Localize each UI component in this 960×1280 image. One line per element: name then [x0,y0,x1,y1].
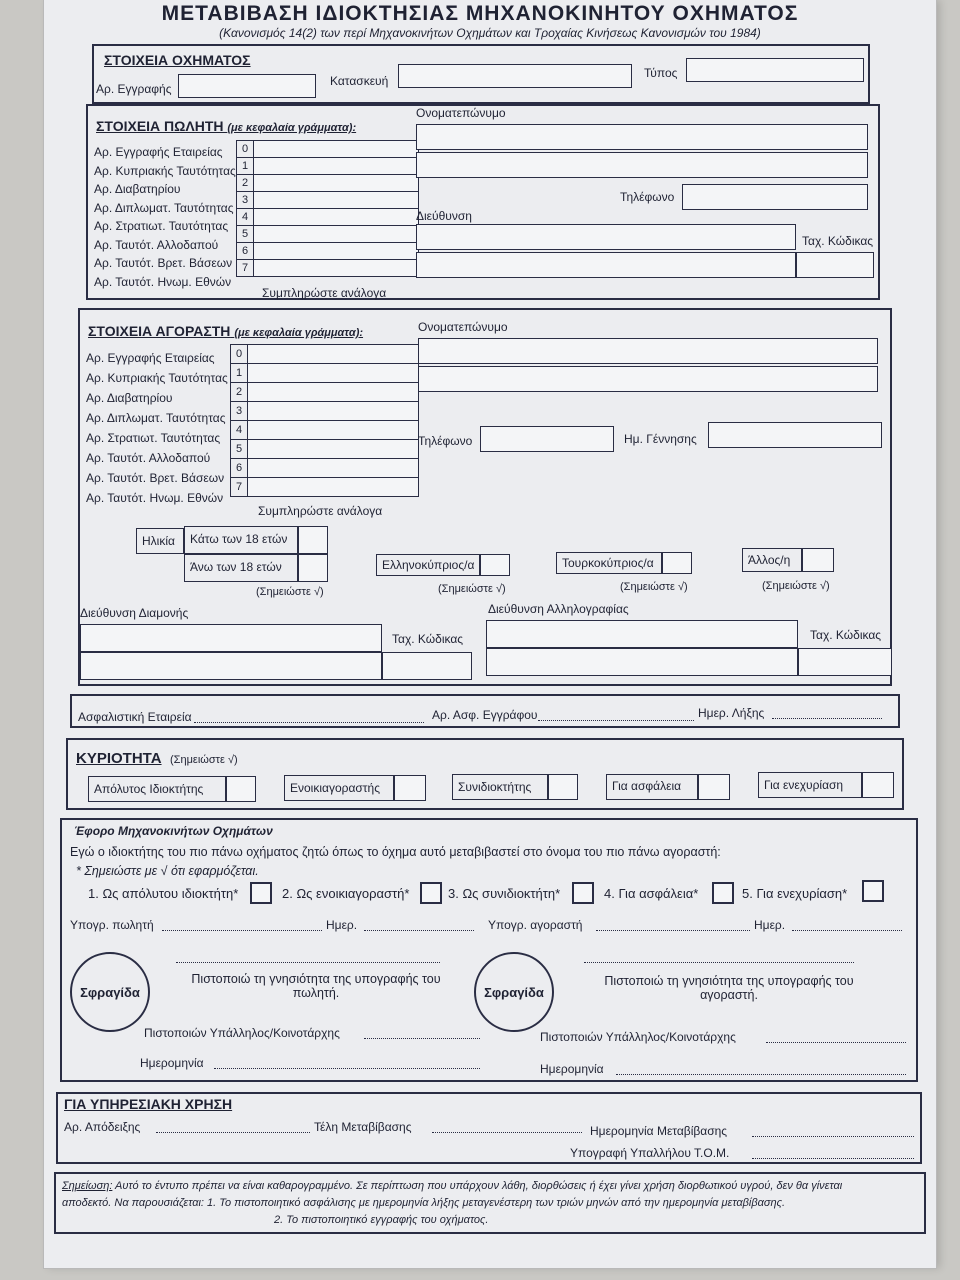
greek-cypriot-label: Ελληνοκύπριος/α [382,558,475,572]
seller-id-input[interactable] [254,243,419,260]
vehicle-heading: ΣΤΟΙΧΕΙΑ ΟΧΗΜΑΤΟΣ [104,52,251,68]
owner-pledge-label: Για ενεχυρίαση [764,778,844,792]
owner-absolute-label: Απόλυτος Ιδιοκτήτης [94,782,204,796]
age-label: Ηλικία [142,534,175,548]
officer-sign-label: Υπογραφή Υπαλλήλου Τ.Ο.Μ. [570,1146,730,1160]
buyer-certify-line[interactable] [584,962,854,963]
buyer-heading-text: ΣΤΟΙΧΕΙΑ ΑΓΟΡΑΣΤΗ [88,323,231,339]
buyer-date-label: Ημερ. [754,918,786,932]
footnote-line-1 [62,1178,918,1195]
correspondence-postcode-input[interactable] [798,648,892,676]
form-subtitle: (Κανονισμός 14(2) των περί Μηχανοκινήτων Οχημάτων και Τροχαίας Κινήσεως Κανονισμών του 1984) [219,26,761,40]
buyer-certify-text: Πιστοποιώ τη γνησιότητα της υπογραφής του αγοραστή. [604,974,854,1002]
buyer-id-label: Αρ. Κυπριακής Ταυτότητας [86,371,228,385]
buyer-fill-note: Συμπληρώστε ανάλογα [258,504,383,518]
buyer-id-input[interactable] [248,421,419,440]
owner-co-checkbox[interactable] [548,774,578,800]
transfer-hire-checkbox[interactable] [420,882,442,904]
make-label: Κατασκευή [330,74,389,88]
other-label: Άλλος/η [748,553,791,567]
buyer-dob-input[interactable] [708,422,882,448]
correspondence-label: Διεύθυνση Αλληλογραφίας [488,602,629,616]
turkish-cypriot-checkbox[interactable] [662,552,692,574]
buyer-name-label: Ονοματεπώνυμο [418,320,508,334]
ownership-heading: ΚΥΡΙΟΤΗΤΑ [76,750,162,767]
make-input[interactable] [398,64,632,88]
transfer-date-label: Ημερομηνία Μεταβίβασης [590,1124,728,1138]
id-number: 2 [237,175,254,192]
seller-certify-text: Πιστοποιώ τη γνησιότητα της υπογραφής του πωλητή. [191,972,441,1000]
transfer-co-checkbox[interactable] [572,882,594,904]
residence-input-2[interactable] [80,652,382,680]
id-number: 5 [237,226,254,243]
seller-id-labels [94,143,236,291]
seller-heading [96,118,356,134]
seller-stamp: Σφραγίδα [70,952,150,1032]
transfer-hire-label: 2. Ως ενοικιαγοραστή* [282,886,410,901]
seller-id-label: Αρ. Εγγραφής Εταιρείας [94,145,223,159]
insurance-company-label: Ασφαλιστική Εταιρεία [78,710,192,724]
transfer-absolute-label: 1. Ως απόλυτου ιδιοκτήτη* [88,886,239,901]
buyer-id-input[interactable] [248,383,419,402]
under18-label: Κάτω των 18 ετών [190,532,288,546]
seller-id-label: Αρ. Στρατιωτ. Ταυτότητας [94,219,229,233]
id-number: 2 [231,383,248,402]
other-checkbox[interactable] [802,548,834,572]
seller-date-label: Ημερ. [326,918,358,932]
buyer-name-input-1[interactable] [418,338,878,364]
buyer-name-input-2[interactable] [418,366,878,392]
buyer-id-input[interactable] [248,402,419,421]
owner-hire-checkbox[interactable] [394,775,426,801]
turkish-cypriot-label: Τουρκοκύπριος/α [562,556,654,570]
seller-name-input-2[interactable] [416,152,868,178]
buyer-id-labels [86,348,228,508]
footnote-line-2: αποδεκτό. Να παρουσιάζεται: 1. Το πιστοποιητικό ασφάλισης με ημερομηνία λήξης μεταγενέστερη των τριών μηνών από την ημερομηνία μεταβίβασης. [62,1197,786,1209]
seller-certifier-label: Πιστοποιών Υπάλληλος/Κοινοτάρχης [144,1026,340,1040]
owner-pledge-checkbox[interactable] [862,772,894,798]
seller-name-input-1[interactable] [416,124,868,150]
seller-id-input[interactable] [254,158,419,175]
buyer-phone-input[interactable] [480,426,614,452]
seller-id-grid [236,140,419,277]
transfer-pledge-checkbox[interactable] [862,880,884,902]
id-number: 6 [231,459,248,478]
owner-security-checkbox[interactable] [698,774,730,800]
seller-heading-text: ΣΤΟΙΧΕΙΑ ΠΩΛΗΤΗ [96,118,224,134]
buyer-dob-label: Ημ. Γέννησης [624,432,697,446]
officer-sign-line[interactable] [752,1158,914,1159]
seller-id-input[interactable] [254,209,419,226]
greek-cypriot-checkbox[interactable] [480,554,510,576]
seller-name-label: Ονοματεπώνυμο [416,106,506,120]
seller-address-input-1[interactable] [416,224,796,250]
residence-input-1[interactable] [80,624,382,652]
buyer-certifier-label: Πιστοποιών Υπάλληλος/Κοινοτάρχης [540,1030,736,1044]
buyer-id-label: Αρ. Στρατιωτ. Ταυτότητας [86,431,221,445]
seller-id-label: Αρ. Διαβατηρίου [94,182,181,196]
id-number: 1 [231,364,248,383]
fees-label: Τέλη Μεταβίβασης [314,1120,412,1134]
insurance-doc-label: Αρ. Ασφ. Εγγράφου [432,708,538,722]
official-heading: ΓΙΑ ΥΠΗΡΕΣΙΑΚΗ ΧΡΗΣΗ [64,1096,233,1112]
registrar-request: Εγώ ο ιδιοκτήτης του πιο πάνω οχήματος ζητώ όπως το όχημα αυτό μεταβιβαστεί στο όνομα του πιο πάνω αγοραστή: [70,845,721,859]
seller-certifier-line[interactable] [364,1038,480,1039]
footnote-line-1-text: Αυτό το έντυπο πρέπει να είναι καθαρογραμμένο. Σε περίπτωση που υπάρχουν λάθη, διορθώσεις ή έχει γίνει χρήση διορθωτικού υγρού, δεν θα γίνεται [115,1180,843,1192]
insurance-company-line[interactable] [194,722,424,723]
footnote-label: Σημείωση: [62,1180,113,1192]
correspondence-postcode-label: Ταχ. Κώδικας [810,628,882,642]
buyer-phone-label: Τηλέφωνο [418,434,473,448]
age-mark-note: (Σημειώστε √) [256,586,324,598]
seller-date-line[interactable] [364,930,474,931]
id-number: 5 [231,440,248,459]
seller-id-label: Αρ. Κυπριακής Ταυτότητας [94,163,236,178]
seller-address-input-2[interactable] [416,252,796,278]
buyer-cert-date-label: Ημερομηνία [540,1062,604,1076]
insurance-expiry-label: Ημερ. Λήξης [698,706,765,720]
correspondence-input-1[interactable] [486,620,798,648]
under18-checkbox[interactable] [298,526,328,554]
id-number: 4 [231,421,248,440]
seller-cert-date-line[interactable] [214,1068,480,1069]
id-number: 7 [237,260,254,277]
receipt-label: Αρ. Απόδειξης [64,1120,141,1134]
seller-id-label: Αρ. Ταυτότ. Βρετ. Βάσεων [94,256,233,270]
buyer-heading-note: (με κεφαλαία γράμματα): [234,327,364,339]
buyer-id-label: Αρ. Εγγραφής Εταιρείας [86,351,215,365]
id-number: 0 [231,345,248,364]
residence-label: Διεύθυνση Διαμονής [80,606,189,620]
owner-absolute-checkbox[interactable] [226,776,256,802]
buyer-id-label: Αρ. Διαβατηρίου [86,391,173,405]
buyer-id-label: Αρ. Ταυτότ. Βρετ. Βάσεων [86,471,225,485]
owner-co-label: Συνιδιοκτήτης [458,780,532,794]
buyer-sign-label: Υπογρ. αγοραστή [488,918,583,932]
form-title: ΜΕΤΑΒΙΒΑΣΗ ΙΔΙΟΚΤΗΣΙΑΣ ΜΗΧΑΝΟΚΙΝΗΤΟΥ ΟΧΗΜΑΤΟΣ [161,2,799,25]
seller-phone-label: Τηλέφωνο [620,190,675,204]
buyer-cert-date-line[interactable] [616,1074,906,1075]
buyer-id-input[interactable] [248,345,419,364]
buyer-id-input[interactable] [248,440,419,459]
seller-postcode-label: Ταχ. Κώδικας [802,234,874,248]
type-label: Τύπος [644,66,678,80]
seller-fill-note: Συμπληρώστε ανάλογα [262,286,387,300]
seller-id-input[interactable] [254,141,419,158]
registrar-heading: Έφορο Μηχανοκινήτων Οχημάτων [74,824,273,838]
over18-checkbox[interactable] [298,554,328,582]
receipt-line[interactable] [156,1132,310,1133]
seller-id-input[interactable] [254,175,419,192]
seller-sign-label: Υπογρ. πωλητή [70,918,154,932]
residence-postcode-input[interactable] [382,652,472,680]
seller-cert-date-label: Ημερομηνία [140,1056,204,1070]
seller-heading-note: (με κεφαλαία γράμματα): [227,122,357,134]
insurance-expiry-line[interactable] [772,718,882,719]
owner-security-label: Για ασφάλεια [612,779,682,793]
owner-hire-label: Ενοικιαγοραστής [290,781,380,795]
other-mark-note: (Σημειώστε √) [762,580,830,592]
buyer-id-input[interactable] [248,459,419,478]
buyer-certifier-line[interactable] [766,1042,906,1043]
transfer-absolute-checkbox[interactable] [250,882,272,904]
buyer-stamp: Σφραγίδα [474,952,554,1032]
over18-label: Άνω των 18 ετών [190,560,282,574]
seller-phone-input[interactable] [682,184,868,210]
residence-postcode-label: Ταχ. Κώδικας [392,632,464,646]
seller-id-input[interactable] [254,226,419,243]
nationality-mark-note: (Σημειώστε √) [438,583,506,595]
seller-address-label: Διεύθυνση [416,209,472,223]
id-number: 0 [237,141,254,158]
id-number: 3 [237,192,254,209]
buyer-id-label: Αρ. Ταυτότ. Ηνωμ. Εθνών [86,491,224,505]
insurance-doc-line[interactable] [538,720,694,721]
registration-input[interactable] [178,74,316,98]
transfer-co-label: 3. Ως συνιδιοκτήτη* [448,886,561,901]
buyer-id-input[interactable] [248,364,419,383]
ownership-mark-note: (Σημειώστε √) [170,754,238,766]
seller-certify-line[interactable] [176,962,440,963]
registrar-mark-note: * Σημειώστε με √ ότι εφαρμόζεται. [76,864,259,878]
transfer-pledge-label: 5. Για ενεχυρίαση* [742,886,848,901]
footnote-text [62,1178,918,1229]
id-number: 6 [237,243,254,260]
correspondence-input-2[interactable] [486,648,798,676]
buyer-id-label: Αρ. Διπλωματ. Ταυτότητας [86,411,226,425]
seller-postcode-input[interactable] [796,252,874,278]
id-number: 1 [237,158,254,175]
id-number: 3 [231,402,248,421]
seller-sign-line[interactable] [162,930,322,931]
buyer-heading [88,323,363,339]
registration-label: Αρ. Εγγραφής [96,82,172,96]
footnote-line-3: 2. Το πιστοποιητικό εγγραφής του οχήματος. [274,1214,489,1226]
id-number: 7 [231,478,248,497]
buyer-id-input[interactable] [248,478,419,497]
seller-id-input[interactable] [254,192,419,209]
seller-id-label: Αρ. Διπλωματ. Ταυτότητας [94,200,234,215]
fees-line[interactable] [432,1132,582,1133]
transfer-security-label: 4. Για ασφάλεια* [604,886,699,901]
transfer-security-checkbox[interactable] [712,882,734,904]
seller-id-input[interactable] [254,260,419,277]
buyer-date-line[interactable] [792,930,902,931]
buyer-id-grid [230,344,419,497]
buyer-sign-line[interactable] [596,930,750,931]
seller-id-label: Αρ. Ταυτότ. Αλλοδαπού [94,237,219,252]
turkish-mark-note: (Σημειώστε √) [620,581,688,593]
buyer-id-label: Αρ. Ταυτότ. Αλλοδαπού [86,451,211,465]
transfer-date-line[interactable] [752,1136,914,1137]
id-number: 4 [237,209,254,226]
type-input[interactable] [686,58,864,82]
seller-id-label: Αρ. Ταυτότ. Ηνωμ. Εθνών [94,274,232,289]
